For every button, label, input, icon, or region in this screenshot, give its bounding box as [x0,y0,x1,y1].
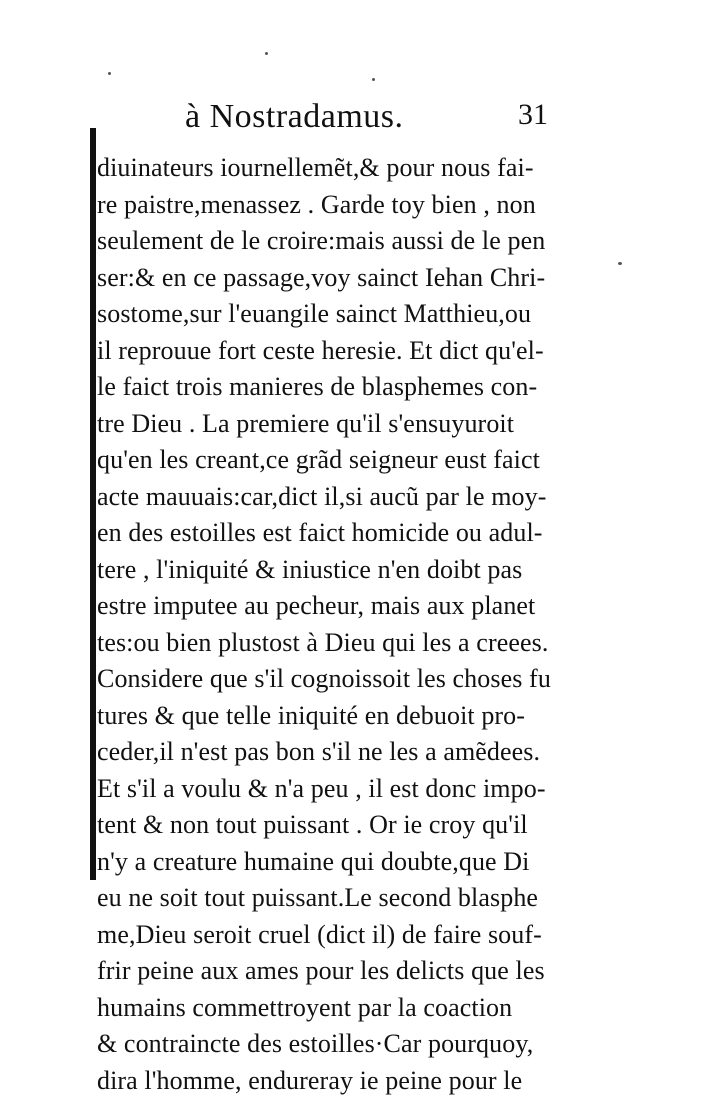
text-line: tures & que telle iniquité en debuoit pro- [97,698,567,735]
ink-speck [108,72,111,75]
text-line: tere , l'iniquité & iniustice n'en doibt pas [97,552,567,589]
page-number: 31 [518,98,548,132]
running-head: à Nostradamus. [185,98,404,136]
text-line: humains commettroyent par la coaction [97,990,567,1027]
text-line: dira l'homme, endureray ie peine pour le [97,1063,567,1099]
text-line: ser:& en ce passage,voy sainct Iehan Chri- [97,260,567,297]
text-line: & contraincte des estoilles·Car pourquoy, [97,1026,567,1063]
text-line: tes:ou bien plustost à Dieu qui les a creees. [97,625,567,662]
text-line: me,Dieu seroit cruel (dict il) de faire souf- [97,917,567,954]
text-line: tent & non tout puissant . Or ie croy qu'il [97,807,567,844]
text-line: diuinateurs iournellemẽt,& pour nous fai- [97,150,567,187]
text-line: ceder,il n'est pas bon s'il ne les a amẽdees. [97,734,567,771]
text-line: eu ne soit tout puissant.Le second blasphe [97,880,567,917]
text-line: tre Dieu . La premiere qu'il s'ensuyuroit [97,406,567,443]
text-line: frir peine aux ames pour les delicts que les [97,953,567,990]
text-line: acte mauuais:car,dict il,si aucũ par le moy- [97,479,567,516]
text-line: n'y a creature humaine qui doubte,que Di [97,844,567,881]
text-line: re paistre,menassez . Garde toy bien , non [97,187,567,224]
text-line: Et s'il a voulu & n'a peu , il est donc impo- [97,771,567,808]
ink-speck [618,262,622,265]
ink-speck [265,52,268,55]
ink-speck [372,78,375,81]
text-line: il reprouue fort ceste heresie. Et dict qu'el- [97,333,567,370]
text-line: Considere que s'il cognoissoit les choses fu [97,661,567,698]
text-line: en des estoilles est faict homicide ou adul- [97,515,567,552]
body-text [97,150,567,1099]
text-line: qu'en les creant,ce grãd seigneur eust faict [97,442,567,479]
text-line: estre imputee au pecheur, mais aux planet [97,588,567,625]
gutter-shadow [90,128,96,880]
text-line: le faict trois manieres de blasphemes con- [97,369,567,406]
text-line: sostome,sur l'euangile sainct Matthieu,ou [97,296,567,333]
text-line: seulement de le croire:mais aussi de le pen [97,223,567,260]
